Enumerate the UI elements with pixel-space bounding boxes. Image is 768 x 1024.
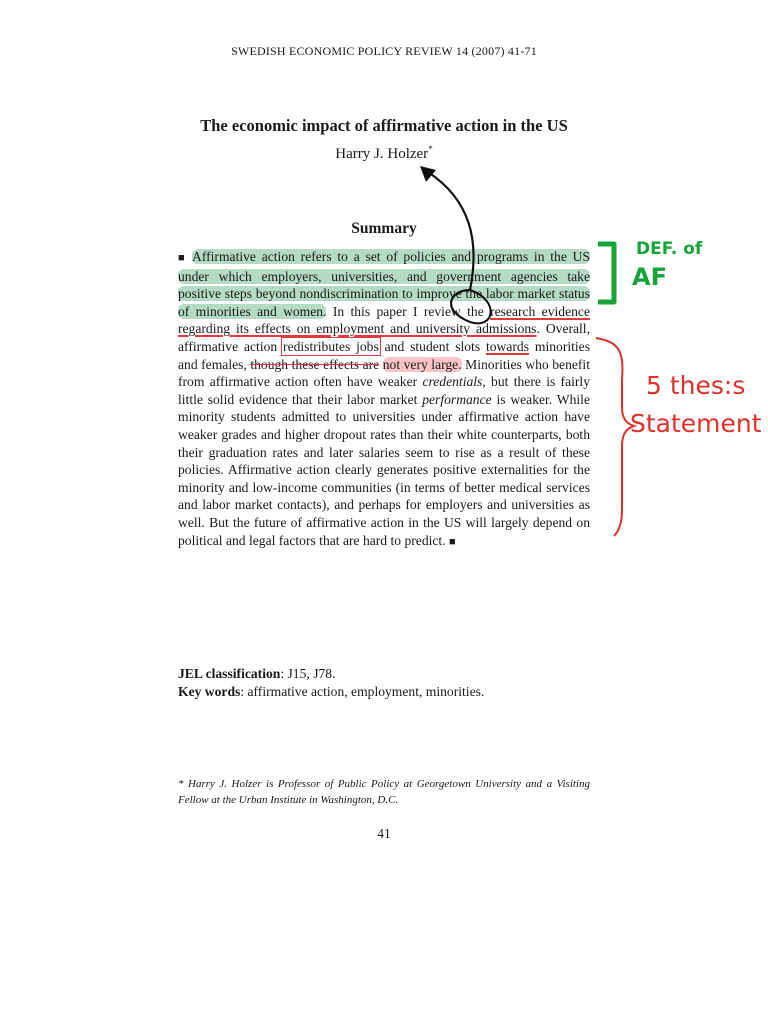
strikethrough-though: though these effects are [250, 356, 380, 372]
abstract-text: minorities and females, [178, 338, 591, 372]
annotation-def-of: DEF. of [636, 239, 703, 259]
keywords-value: : affirmative action, employment, minorities. [240, 684, 485, 699]
abstract-text: . Overall, affirmative action [178, 321, 590, 354]
journal-header: SWEDISH ECONOMIC POLICY REVIEW 14 (2007) 41-71 [231, 44, 537, 58]
jel-value: : J15, J78. [280, 666, 336, 681]
emphasis-performance: performance [422, 391, 492, 407]
boxed-redistributes-jobs: redistributes jobs [283, 338, 379, 354]
author-line [0, 144, 768, 163]
keywords-label: Key words [178, 684, 241, 699]
abstract-text: and student slots [378, 338, 486, 354]
jel-label: JEL classification [178, 666, 281, 681]
abstract-text: In this paper I review the [326, 303, 491, 319]
highlight-not-very-large: not very large. [382, 356, 462, 372]
summary-heading: Summary [351, 220, 417, 237]
arrow-head-icon [420, 166, 436, 182]
key-words [178, 684, 484, 700]
author-footnote: * Harry J. Holzer is Professor of Public Policy at Georgetown University and a Visiting Fellow at the Urban Institute in Washington, D.C. [178, 778, 590, 806]
emphasis-credentials: credentials [422, 374, 483, 390]
abstract-paragraph [178, 248, 590, 551]
end-bullet-square: ■ [449, 535, 456, 548]
highlight-definition: Affirmative action refers to a set of policies and programs in the US under which employers, universities, and government agencies take positive steps beyond nondiscrimination to improve the labor market status of minorities and women. [178, 249, 590, 319]
author-name: Harry J. Holzer [335, 146, 429, 162]
green-bracket [598, 244, 614, 302]
jel-classification [178, 666, 335, 682]
annotation-af: AF [632, 263, 667, 291]
bullet-square: ■ [178, 252, 188, 264]
paper-title: The economic impact of affirmative action in the US [200, 116, 568, 135]
page-number: 41 [377, 826, 391, 841]
abstract-text: Minorities who benefit from affirmative action often have weaker [178, 356, 590, 390]
annotation-thesis: 5 thes:s [646, 371, 746, 400]
underline-research-evidence: research evidence regarding its effects on employment and university admissions [178, 303, 590, 337]
red-brace [596, 338, 634, 536]
abstract-text: is weaker. While minority students admitted to universities under affirmative action have weaker grades and higher dropout rates than their white counterparts, both their graduation rates and later salaries seem to rise as a result of these policies. Affirmative action clearly generates positive externalities for the minority and low-income communities (in terms of better medical services and labor market contacts), and perhaps for employers and universities as well. But the future of affirmative action in the US will largely depend on political and legal factors that are hard to predict. [178, 391, 590, 548]
underline-towards: towards [485, 338, 530, 354]
annotation-statement: Statement [630, 409, 762, 438]
author-footnote-mark: * [428, 144, 433, 154]
abstract-text: , but there is fairly little solid evidence that their labor market [178, 374, 590, 407]
